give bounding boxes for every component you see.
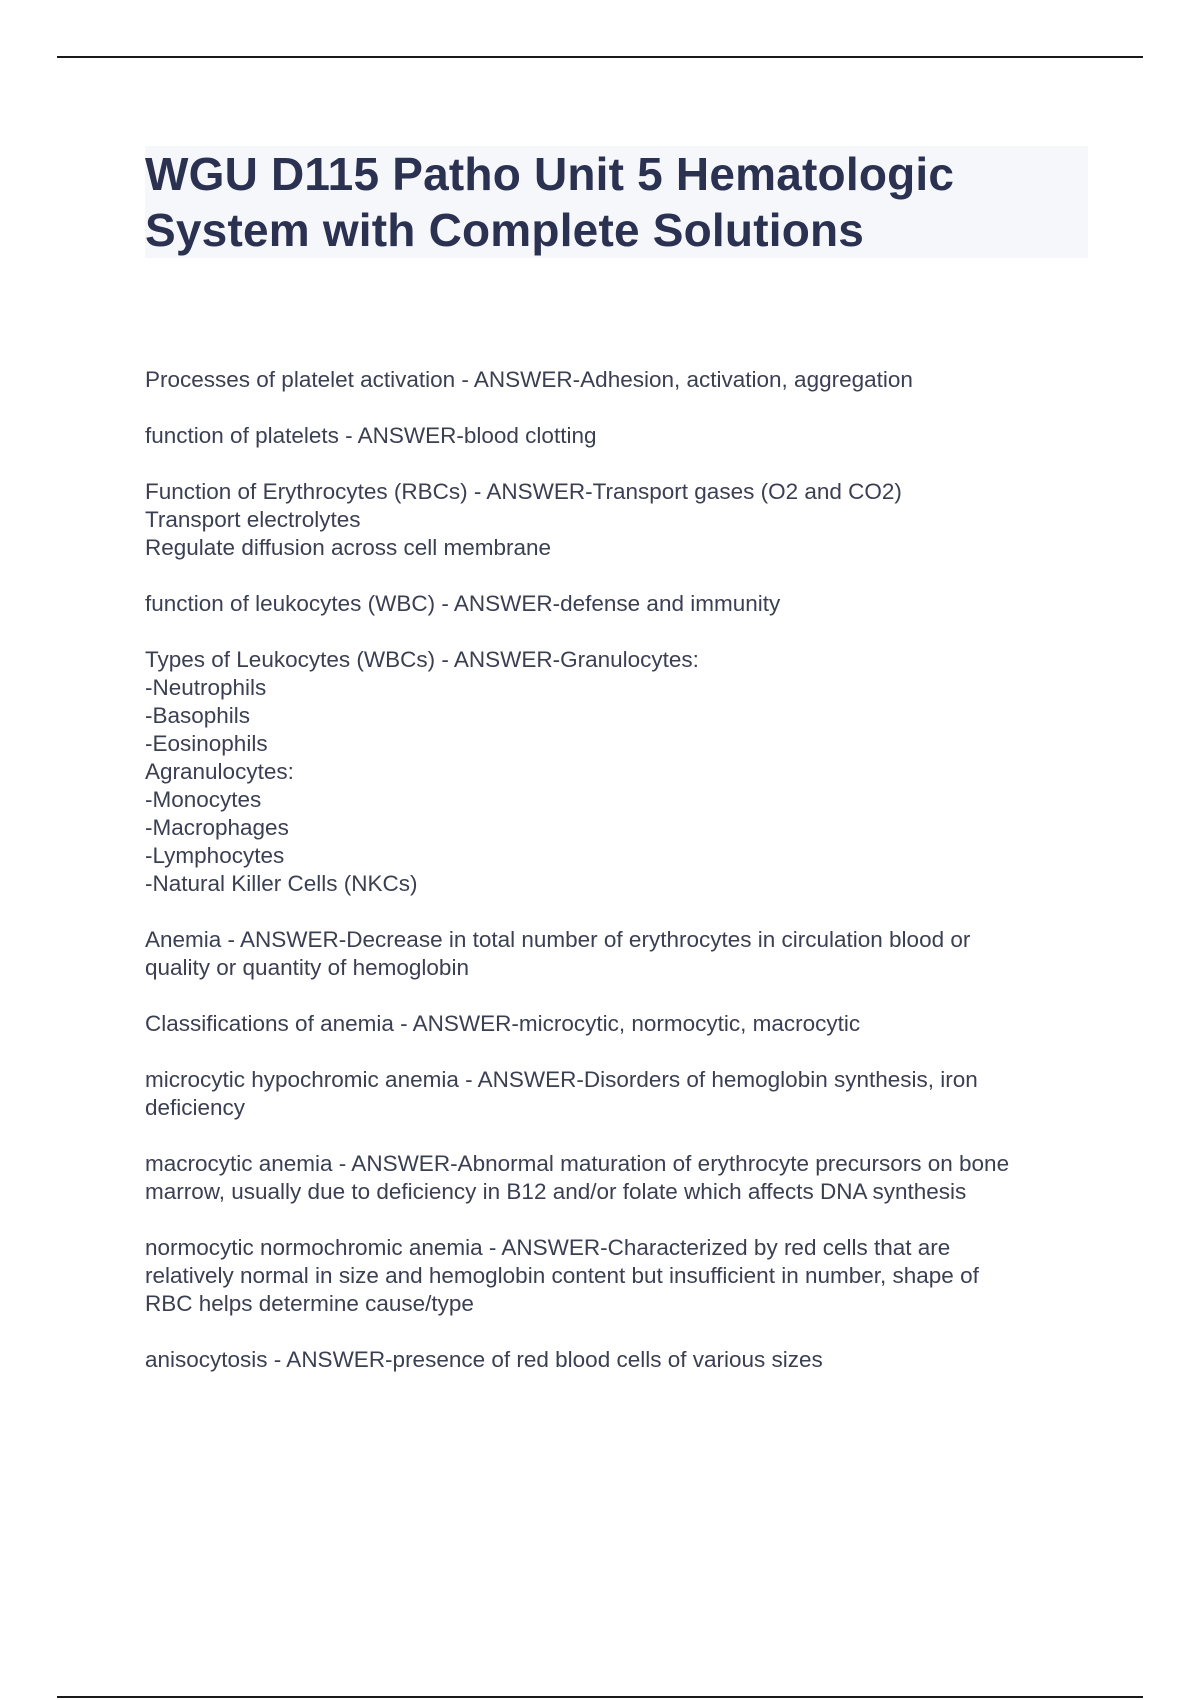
qa-line: -Neutrophils <box>145 675 267 700</box>
qa-line: microcytic hypochromic anemia - ANSWER-Disorders of hemoglobin synthesis, iron <box>145 1067 978 1092</box>
qa-item <box>145 590 1095 618</box>
qa-item <box>145 1346 1095 1374</box>
qa-item <box>145 1234 1095 1318</box>
qa-line: marrow, usually due to deficiency in B12 and/or folate which affects DNA synthesis <box>145 1179 967 1204</box>
qa-item <box>145 366 1095 394</box>
qa-line: function of platelets - ANSWER-blood clotting <box>145 423 597 448</box>
qa-item <box>145 646 1095 898</box>
qa-list <box>145 366 1095 1402</box>
qa-item <box>145 478 1095 562</box>
top-divider <box>57 56 1143 58</box>
qa-line: -Basophils <box>145 703 251 728</box>
qa-line: macrocytic anemia - ANSWER-Abnormal maturation of erythrocyte precursors on bone <box>145 1151 1010 1176</box>
qa-item <box>145 1010 1095 1038</box>
bottom-divider <box>57 1696 1143 1698</box>
qa-line: -Lymphocytes <box>145 843 285 868</box>
qa-line: RBC helps determine cause/type <box>145 1291 474 1316</box>
qa-item <box>145 1150 1095 1206</box>
qa-line: Agranulocytes: <box>145 759 294 784</box>
qa-line: deficiency <box>145 1095 246 1120</box>
qa-item <box>145 422 1095 450</box>
qa-line: Anemia - ANSWER-Decrease in total number of erythrocytes in circulation blood or <box>145 927 971 952</box>
page-title-line-2: System with Complete Solutions <box>145 204 865 256</box>
page-title <box>145 146 1088 258</box>
title-block <box>145 146 1088 258</box>
qa-item <box>145 1066 1095 1122</box>
qa-item <box>145 926 1095 982</box>
page-title-line-1: WGU D115 Patho Unit 5 Hematologic <box>145 148 955 200</box>
qa-line: Transport electrolytes <box>145 507 361 532</box>
qa-line: relatively normal in size and hemoglobin content but insufficient in number, shape of <box>145 1263 979 1288</box>
qa-line: Classifications of anemia - ANSWER-microcytic, normocytic, macrocytic <box>145 1011 861 1036</box>
qa-line: Function of Erythrocytes (RBCs) - ANSWER-Transport gases (O2 and CO2) <box>145 479 902 504</box>
qa-line: -Macrophages <box>145 815 289 840</box>
qa-line: function of leukocytes (WBC) - ANSWER-defense and immunity <box>145 591 781 616</box>
qa-line: -Natural Killer Cells (NKCs) <box>145 871 418 896</box>
qa-line: Types of Leukocytes (WBCs) - ANSWER-Granulocytes: <box>145 647 699 672</box>
qa-line: Processes of platelet activation - ANSWER-Adhesion, activation, aggregation <box>145 367 913 392</box>
qa-line: Regulate diffusion across cell membrane <box>145 535 552 560</box>
qa-line: anisocytosis - ANSWER-presence of red blood cells of various sizes <box>145 1347 823 1372</box>
qa-line: -Monocytes <box>145 787 262 812</box>
qa-line: quality or quantity of hemoglobin <box>145 955 469 980</box>
qa-line: normocytic normochromic anemia - ANSWER-Characterized by red cells that are <box>145 1235 951 1260</box>
qa-line: -Eosinophils <box>145 731 268 756</box>
